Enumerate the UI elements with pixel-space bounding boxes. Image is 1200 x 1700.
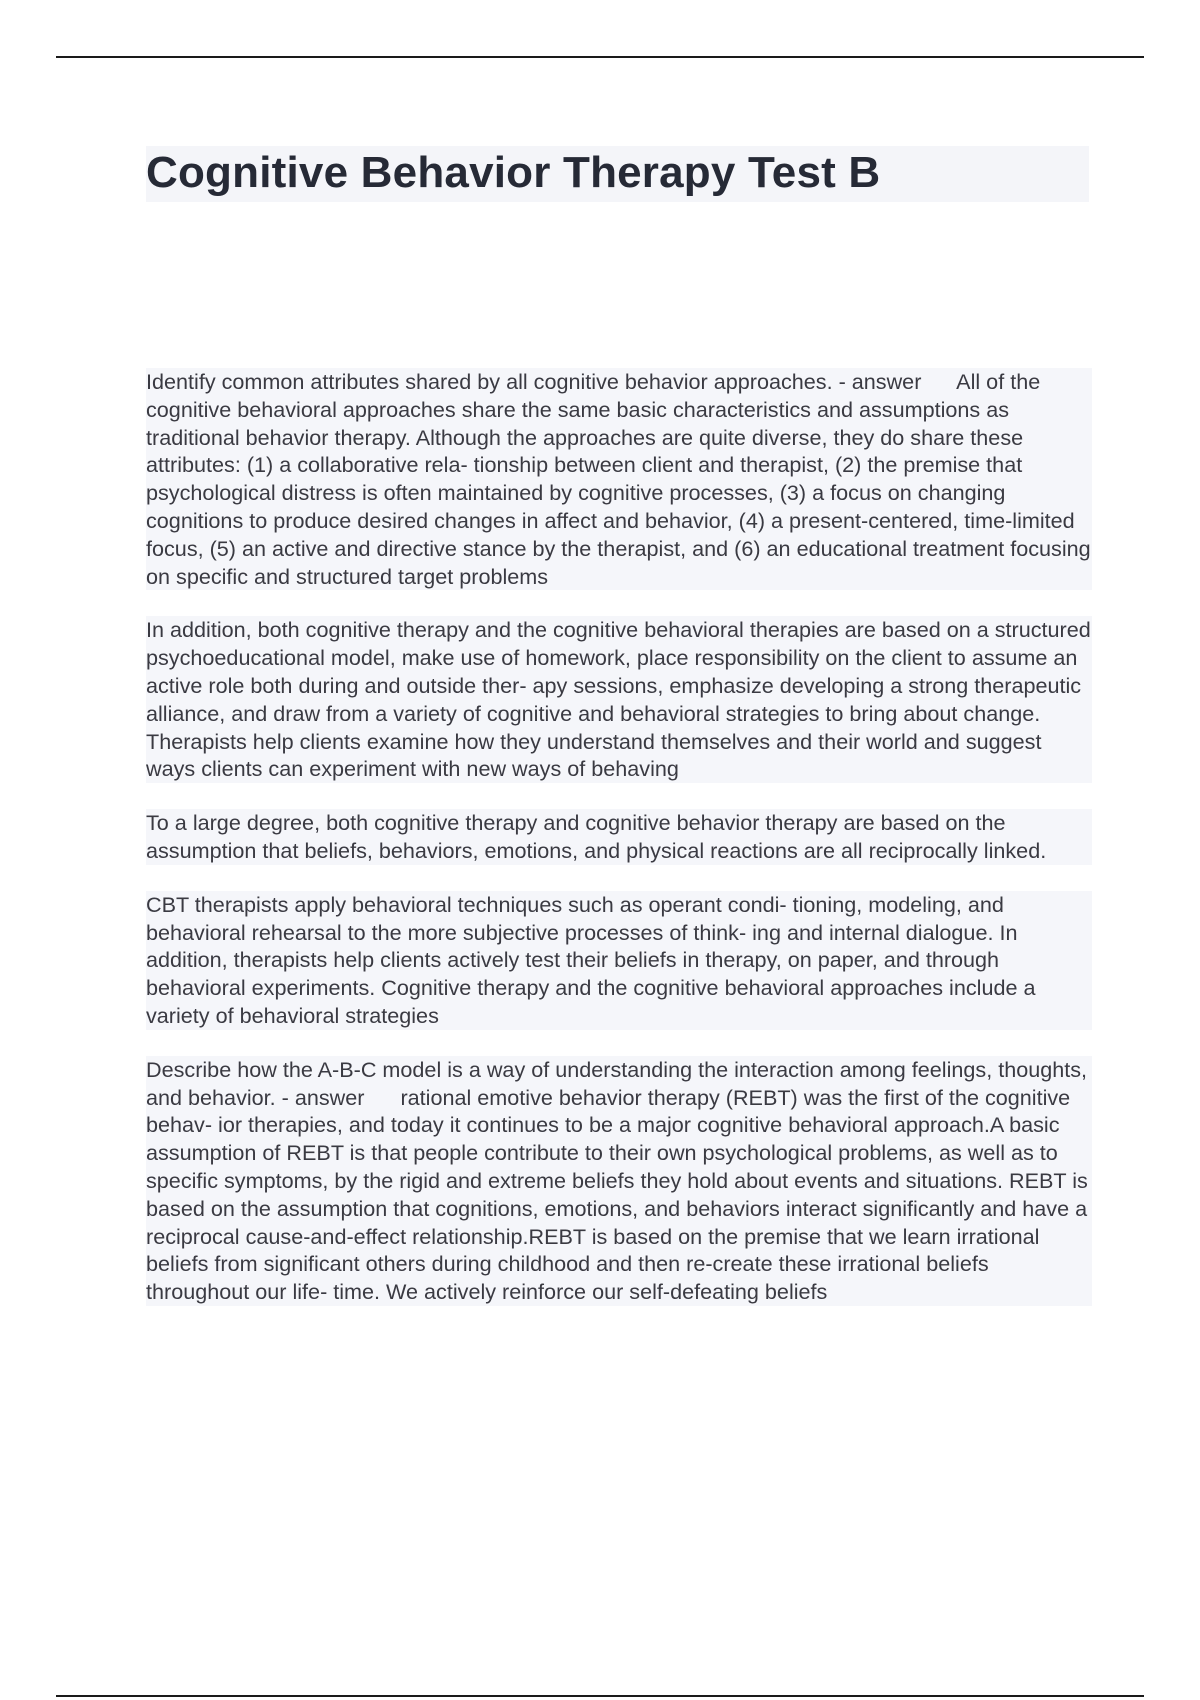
document-body [146, 368, 1097, 1332]
paragraph-behavioral-techniques: CBT therapists apply behavioral techniques such as operant condi- tioning, modeling, and behavioral rehearsal to the more subjective processes of think- ing and internal dialogue. In addition, therapists help clients actively test their beliefs in therapy, on paper, and through behavioral experiments. Cognitive therapy and the cognitive behavioral approaches include a variety of behavioral strategies [146, 891, 1092, 1030]
bottom-divider [56, 1695, 1144, 1697]
paragraph-reciprocal-link: To a large degree, both cognitive therapy and cognitive behavior therapy are based on the assumption that beliefs, behaviors, emotions, and physical reactions are all reciprocally linked. [146, 809, 1092, 865]
top-divider [56, 56, 1144, 58]
paragraph-psychoeducational-model: In addition, both cognitive therapy and the cognitive behavioral therapies are based on a structured psychoeducational model, make use of homework, place responsibility on the client to assume an active role both during and outside ther- apy sessions, emphasize developing a strong therapeutic alliance, and draw from a variety of cognitive and behavioral strategies to bring about change. Therapists help clients examine how they understand themselves and their world and suggest ways clients can experiment with new ways of behaving [146, 617, 1097, 782]
page-title: Cognitive Behavior Therapy Test B [146, 148, 881, 197]
paragraph-common-attributes: Identify common attributes shared by all cognitive behavior approaches. - answer All of the cognitive behavioral approaches share the same basic characteristics and assumptions as traditional behavior therapy. Although the approaches are quite diverse, they do share these attributes: (1) a collaborative rela- tionship between client and therapist, (2) the premise that psychological distress is often maintained by cognitive processes, (3) a focus on changing cognitions to produce desired changes in affect and behavior, (4) a present-centered, time-limited focus, (5) an active and directive stance by the therapist, and (6) an educational treatment focusing on specific and structured target problems [146, 369, 1097, 589]
paragraph-abc-model: Describe how the A-B-C model is a way of understanding the interaction among feelings, thoughts, and behavior. - answer rational emotive behavior therapy (REBT) was the first of the cognitive behav- ior therapies, and today it continues to be a major cognitive behavioral approach.A basic assumption of REBT is that people contribute to their own psychological problems, as well as to specific symptoms, by the rigid and extreme beliefs they hold about events and situations. REBT is based on the assumption that cognitions, emotions, and behaviors interact significantly and have a reciprocal cause-and-effect relationship.REBT is based on the premise that we learn irrational beliefs from significant others during childhood and then re-create these irrational beliefs throughout our life- time. We actively reinforce our self-defeating beliefs [146, 1056, 1094, 1305]
